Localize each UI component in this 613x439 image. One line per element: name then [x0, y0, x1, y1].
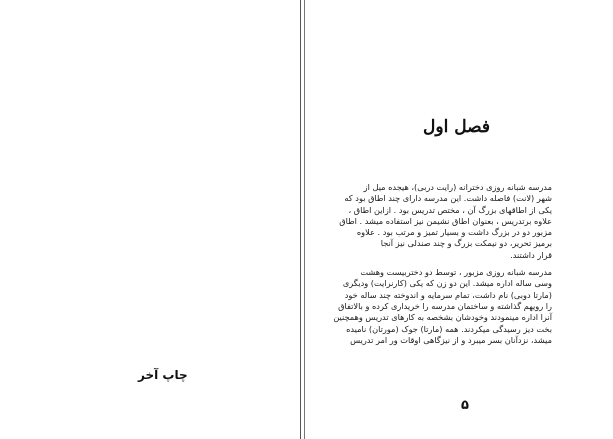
- text-line: قرار داشتند.: [510, 249, 552, 260]
- text-line: مزبور دو در بزرگ داشت و بسیار تمیز و مرتب بود . علاوه: [356, 227, 552, 238]
- text-line: علاوه برتدریس ، بعنوان اطاق نشیمن نیز استفاده میشد . اطاق: [339, 215, 552, 226]
- text-line: آنرا اداره مینمودند وخودشان بشخصه به کارهای تدریس وهمچنین: [333, 312, 552, 323]
- text-line: یکی از اطاقهای بزرگ آن ، مختص تدریس بود . ازاین اطاق ،: [348, 204, 552, 215]
- page-number: ۵: [461, 398, 469, 413]
- chapter-title: فصل اول: [423, 117, 490, 137]
- body-text: [332, 182, 552, 346]
- text-line: را رویهم گذاشته و ساختمان مدرسه را خریداری کرده و بالاتفاق: [338, 300, 552, 311]
- text-line: بخت دیز رسیدگی میکردند. همه (مارتا) جوک (مورتان) نامیده: [346, 323, 552, 334]
- left-page-caption: چاپ آخر: [138, 368, 188, 382]
- text-line: مدرسه شبانه روزی مزبور ، توسط دو دختربیست وهشت: [360, 267, 552, 278]
- gutter-line: [300, 0, 301, 439]
- text-line: مدرسه شبانه روزی دخترانه (رایت دربی)، هیجده میل از: [363, 182, 552, 192]
- text-line: برمیز تحریر، دو نیمکت بزرگ و چند صندلی نیز آنجا: [380, 238, 552, 249]
- left-page: [0, 0, 300, 439]
- text-line: وسی ساله اداره میشد. این دو زن که یکی (کارنرایت) ودیگری: [342, 278, 552, 289]
- text-line: شهر (لانت) فاصله داشت. این مدرسه دارای چند اطاق بود که: [344, 193, 552, 204]
- text-line: میشد، نزدآنان بسر میبرد و از نیزگاهی اوقات ور امر تدریس: [350, 334, 552, 345]
- gutter-line: [304, 0, 305, 439]
- text-line: (مارتا دوبی) نام داشت، تمام سرمایه و اندوخته چند ساله خود: [344, 289, 552, 300]
